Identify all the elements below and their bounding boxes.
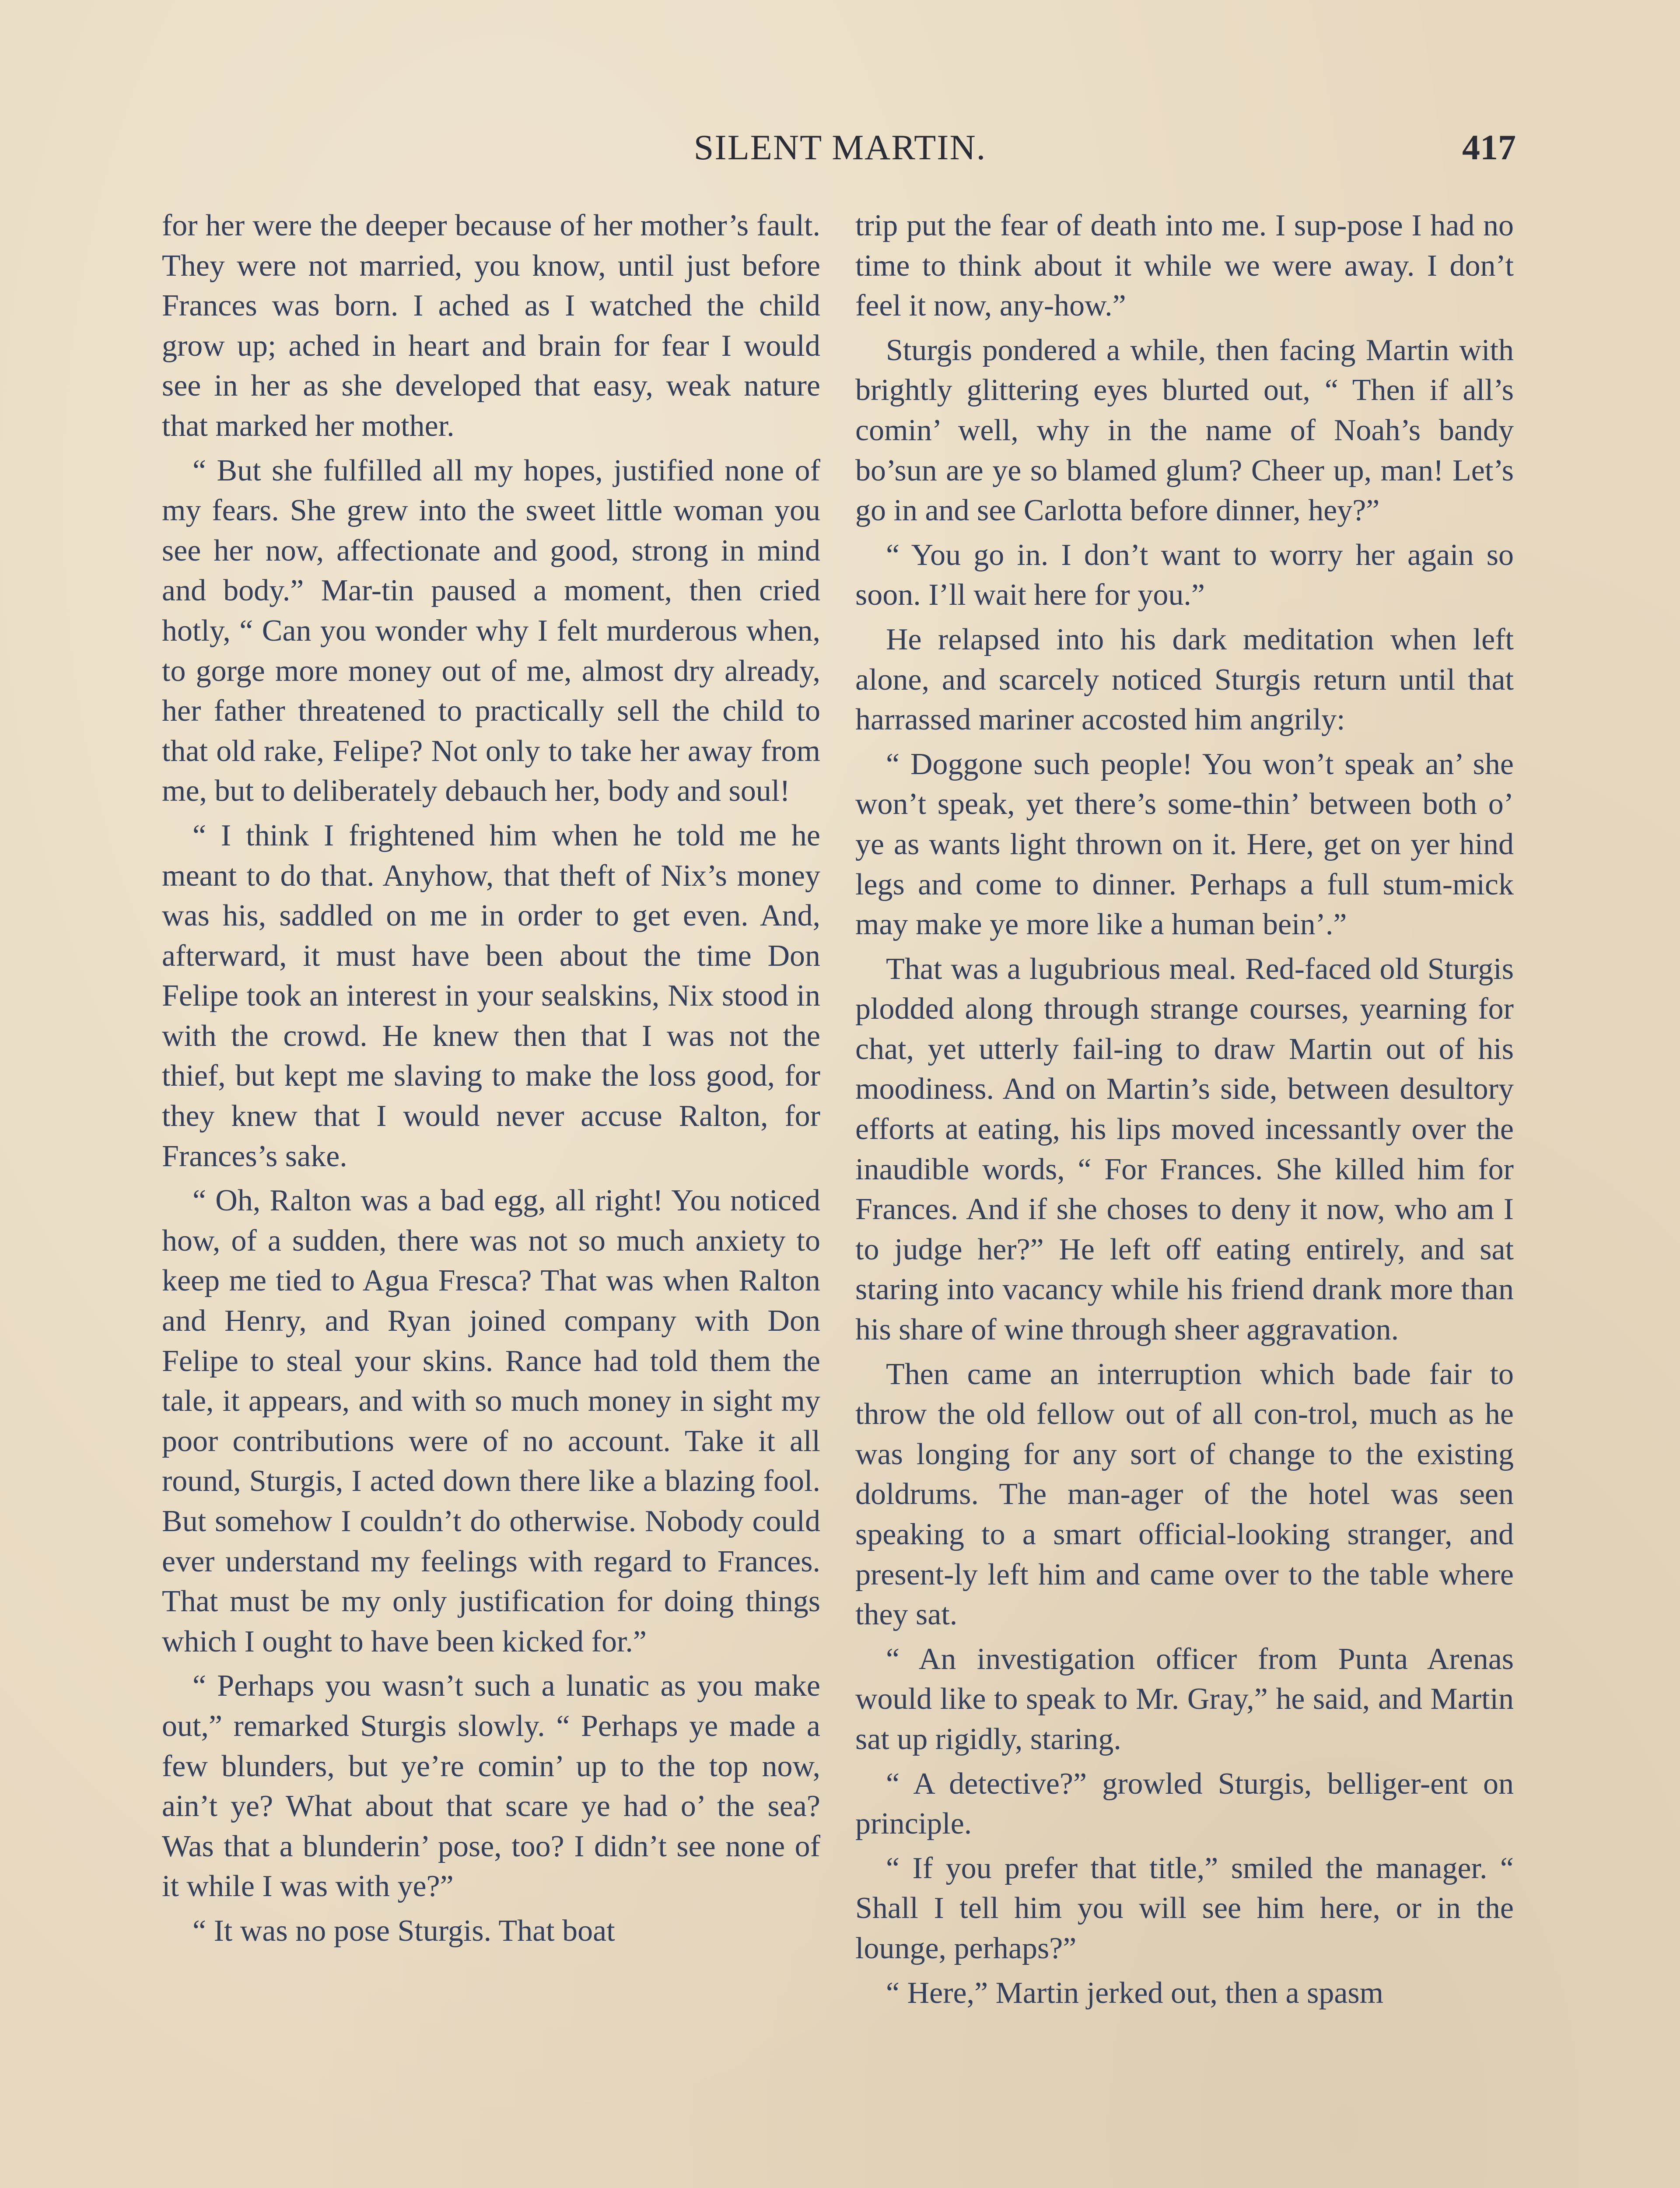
paragraph: “ You go in. I don’t want to worry her again so soon. I’ll wait here for you.” [855,538,1514,612]
paragraph: Sturgis pondered a while, then facing Martin with brightly glittering eyes blurted out, “ Then if all’s comin’ well, why in the name of Noah’s bandy bo’sun are ye so blamed glum? Cheer up, man! Let’s go in and see Carlotta before dinner, hey?” [855,333,1514,528]
paragraph: “ An investigation officer from Punta Arenas would like to speak to Mr. Gray,” he said, and Martin sat up rigidly, staring. [855,1642,1514,1756]
paragraph: for her were the deeper because of her mother’s fault. They were not married, you know, until just before Frances was born. I ached as I watched the child grow up; ached in heart and brain for fear I would see in her as she developed that easy, weak nature that marked her mother. [162,209,820,443]
paragraph: He relapsed into his dark meditation when left alone, and scarcely noticed Sturgis return until that harrassed mariner accosted him angrily: [855,622,1514,737]
paragraph: “ Here,” Martin jerked out, then a spasm [886,1976,1384,2010]
paragraph: That was a lugubrious meal. Red-faced old Sturgis plodded along through strange courses, yearning for chat, yet utterly fail-ing to draw Martin out of his moodiness. And on Martin’s side, between desultory efforts at eating, his lips moved incessantly over the inaudible words, “ For Frances. She killed him for Frances. And if she choses to deny it now, who am I to judge her?” He left off eating entirely, and sat staring into vacancy while his friend drank more than his share of wine through sheer aggravation. [855,952,1514,1347]
paragraph: “ If you prefer that title,” smiled the manager. “ Shall I tell him you will see him here, or in the lounge, perhaps?” [855,1851,1514,1965]
paragraph: trip put the fear of death into me. I sup-pose I had no time to think about it while we were away. I don’t feel it now, any-how.” [855,209,1514,323]
paragraph: “ Perhaps you wasn’t such a lunatic as you make out,” remarked Sturgis slowly. “ Perhaps ye made a few blunders, but ye’re comin’ up to the top now, ain’t ye? What about that scare ye had o’ the sea? Was that a blunderin’ pose, too? I didn’t see none of it while I was with ye?” [162,1669,820,1904]
running-title: SILENT MARTIN. [693,127,987,167]
left-text-column [162,206,820,2188]
paragraph: “ Doggone such people! You won’t speak an’ she won’t speak, yet there’s some-thin’ between both o’ ye as wants light thrown on it. Here, get on yer hind legs and come to dinner. Perhaps a full stum-mick may make ye more like a human bein’.” [855,747,1514,942]
paragraph: “ I think I frightened him when he told me he meant to do that. Anyhow, that theft of Nix’s money was his, saddled on me in order to get even. And, afterward, it must have been about the time Don Felipe took an interest in your sealskins, Nix stood in with the crowd. He knew then that I was not the thief, but kept me slaving to make the loss good, for they knew that I would never accuse Ralton, for Frances’s sake. [162,818,820,1173]
paragraph: “ Oh, Ralton was a bad egg, all right! You noticed how, of a sudden, there was not so much anxiety to keep me tied to Agua Fresca? That was when Ralton and Henry, and Ryan joined company with Don Felipe to steal your skins. Rance had told them the tale, it appears, and with so much money in sight my poor contributions were of no account. Take it all round, Sturgis, I acted down there like a blazing fool. But somehow I couldn’t do otherwise. Nobody could ever understand my feelings with regard to Frances. That must be my only justification for doing things which I ought to have been kicked for.” [162,1184,820,1659]
paragraph: “ A detective?” growled Sturgis, belliger-ent on principle. [855,1767,1514,1841]
paragraph: “ But she fulfilled all my hopes, justified none of my fears. She grew into the sweet little woman you see her now, affectionate and good, strong in mind and body.” Mar-tin paused a moment, then cried hotly, “ Can you wonder why I felt murderous when, to gorge more money out of me, almost dry already, her father threatened to practically sell the child to that old rake, Felipe? Not only to take her away from me, but to deliberately debauch her, body and soul! [162,453,820,808]
paragraph: Then came an interruption which bade fair to throw the old fellow out of all con-trol, much as he was longing for any sort of change to the existing doldrums. The man-ager of the hotel was seen speaking to a smart official-looking stranger, and present-ly left him and came over to the table where they sat. [855,1357,1514,1632]
page-number: 417 [1462,127,1516,167]
paragraph: “ It was no pose Sturgis. That boat [192,1914,615,1948]
right-text-column [855,206,1514,2188]
